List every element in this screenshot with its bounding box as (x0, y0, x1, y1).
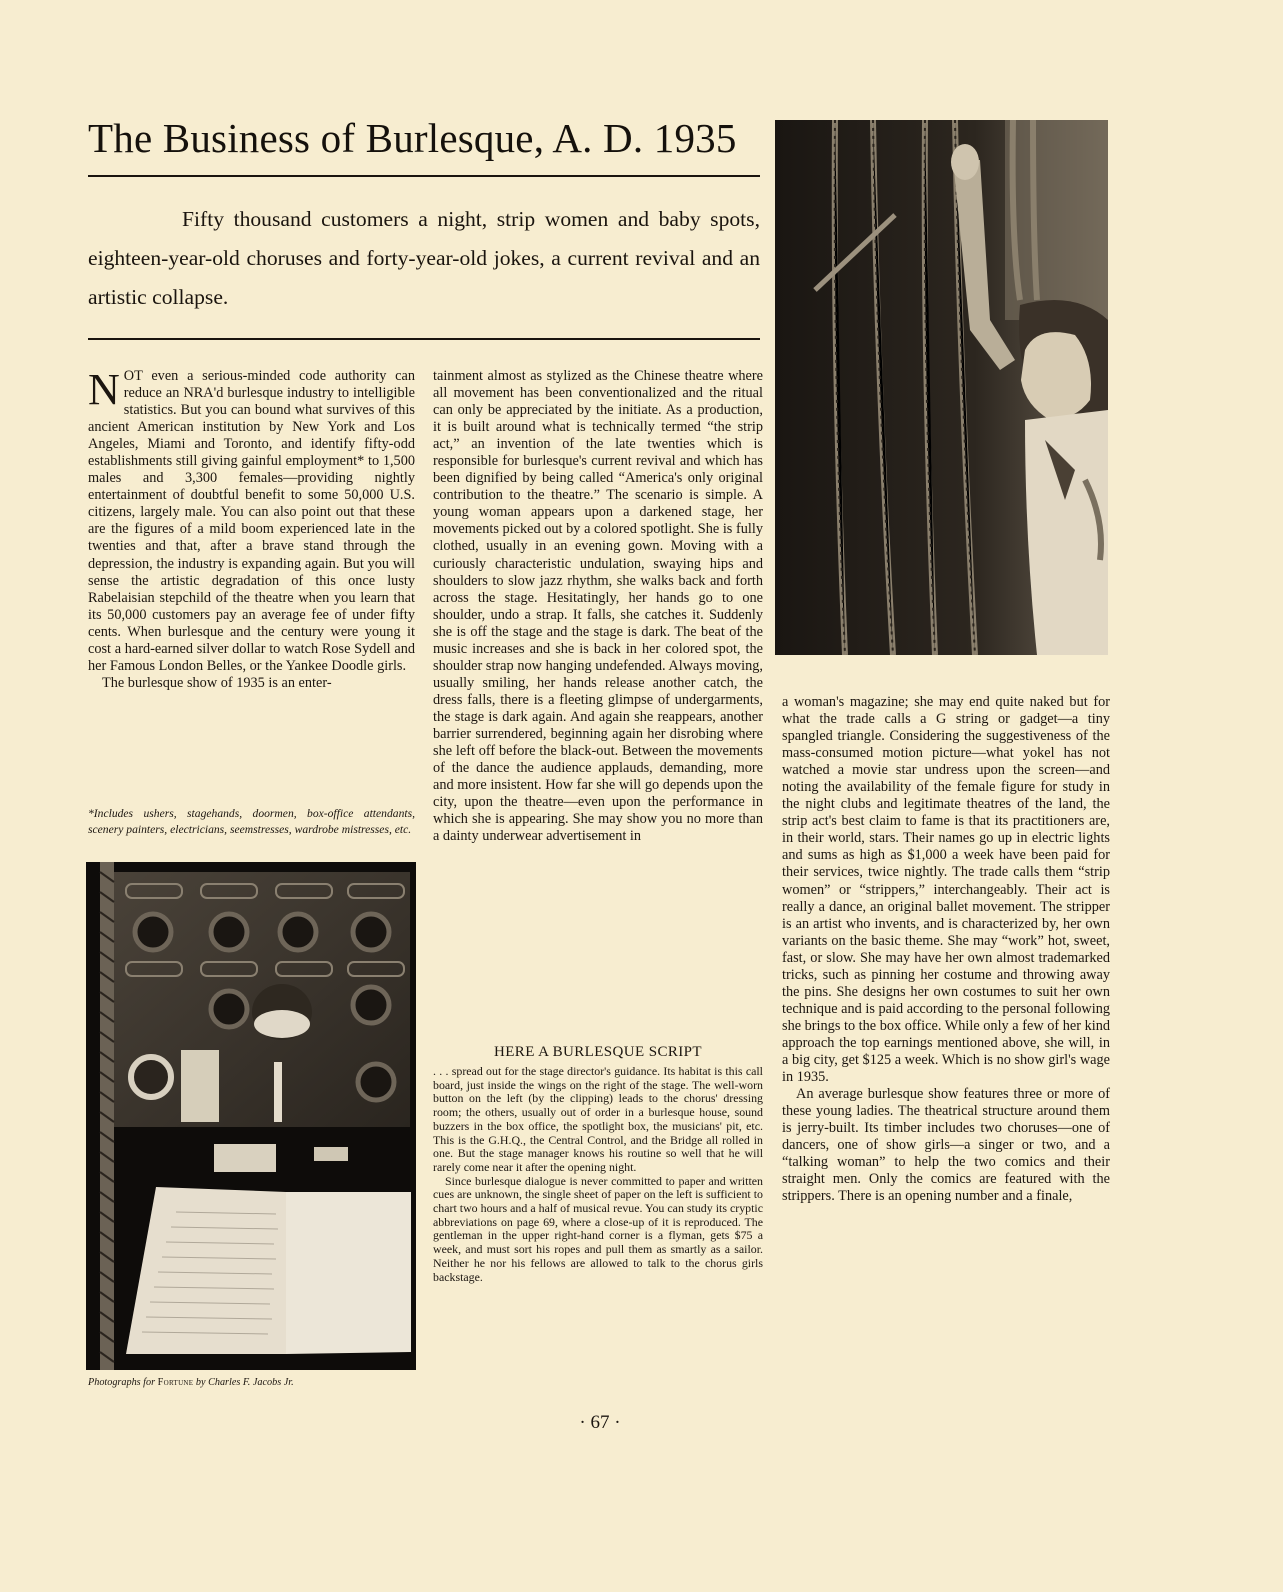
paragraph: a woman's magazine; she may end quite naked but for what the trade calls a G string or gadget—a tiny spangled triangle. Considering the suggestiveness of the mass-consumed motion picture—what yokel has not watched a movie star undress upon the screen—and noting the availability of the female figure for study in the night clubs and legitimate theatres of the land, the strip act's best claim to fame is that its practitioners are, in their world, stars. Their names go up in electric lights and sums as high as $1,000 a week have been paid for their services, twice nightly. The trade calls them “strip women” or “strippers,” interchangeably. Their act is really a dance, an original ballet movement. The stripper is an artist who invents, and is characterized by, her own variants on the basic theme. She may “work” hot, sweet, fast, or slow. She may have her own almost trademarked tricks, such as pinning her costume and throwing away the pins. She designs her own costumes to suit her own technique and is paid according to the personal following she brings to the box office. While only a few of her kind approach the top earnings mentioned above, she will, in a big city, get $125 a week. Which is no show girl's wage in 1935. (782, 694, 1110, 1086)
credit-prefix: Photographs for (88, 1377, 156, 1388)
deck-rule (88, 338, 760, 340)
paragraph (88, 365, 415, 675)
body-column-3 (782, 694, 1110, 1205)
article-deck: Fifty thousand customers a night, strip women and baby spots, eighteen-year-old choruses and forty-year-old jokes, a current revival and an artistic collapse. (88, 207, 760, 309)
paragraph: tainment almost as stylized as the Chinese theatre where all movement has been conventionalized and the ritual can only be appreciated by the initiate. As a production, it is built around what is technically termed “the strip act,” an invention of the late twenties which is responsible for burlesque's current revival and which has been dignified by being called “America's only original contribution to the theatre.” The scenario is simple. A young woman appears upon a darkened stage, her movements picked out by a colored spotlight. She is fully clothed, usually in an evening gown. Moving with a curiously characteristic undulation, swaying hips and shoulders to slow jazz rhythm, she walks back and forth across the stage. Hesitatingly, her hands go to one shoulder, undo a strap. It falls, she catches it. Suddenly she is off the stage and the stage is dark. The beat of the music increases and she is back in her colored spot, the shoulder strap now hanging undefended. Always moving, usually smiling, her hands release another catch, the dress falls, there is a fleeting glimpse of undergarments, the stage is dark again. And again she reappears, another barrier surrendered, beginning again her disrobing where she left off before the black-out. Between the movements of the dance the audience applauds, demanding, more and more insistent. How far she will go depends upon the city, upon the theatre—even upon the performance in which she is appearing. She may show you no more than a dainty underwear advertisement in (433, 368, 763, 845)
caption-paragraph: . . . spread out for the stage director's guidance. Its habitat is this call board, just inside the wings on the right of the stage. The well-worn button on the left (by the clipping) leads to the chorus' dressing room; the others, usually out of order in a burlesque house, sound buzzers in the box office, the spotlight box, the musicians' pit, etc. This is the G.H.Q., the Central Control, and the Bridge all rolled in one. But the stage manager knows his routine so well that he will rarely come near it after the opening night. (433, 1064, 763, 1174)
caption-heading: HERE A BURLESQUE SCRIPT (494, 1044, 702, 1060)
paragraph: An average burlesque show features three or more of these young ladies. The theatrical structure around them is jerry-built. Its timber includes two choruses—one of dancers, one of show girls—a singer or two, and a “talking woman” to help the two comics and their straight men. Only the comics are featured with the strippers. There is an opening number and a finale, (782, 1086, 1110, 1205)
photo-credit (88, 1377, 428, 1388)
page-number: · 67 · (579, 1412, 621, 1433)
paragraph-text: OT even a serious-minded code authority can reduce an NRA'd burlesque industry to intelligible statistics. But you can bound what survives of this ancient American institution by New York and Los Angeles, Miami and Toronto, and identify fifty-odd establishments still giving gainful employment* to 1,500 males and 3,300 females—providing nightly entertainment of doubtful benefit to some 50,000 U.S. citizens, largely male. You can also point out that these are the figures of a mild boom experienced late in the twenties and that, after a brave stand through the depression, the industry is expanding again. But you will sense the artistic degradation of this once lusty Rabelaisian stepchild of the theatre when you learn that its 50,000 customers pay an average fee of under fifty cents. When burlesque and the century were young it cost a hard-earned silver dollar to watch Rose Sydell and her Famous London Belles, or the Yankee Doodle girls. (88, 368, 415, 674)
flyman-photo (775, 120, 1108, 655)
photo-caption (433, 1065, 763, 1284)
caption-paragraph: Since burlesque dialogue is never committed to paper and written cues are unknown, the single sheet of paper on the left is sufficient to chart two hours and a half of musical revue. You can study its cryptic abbreviations on page 69, where a close-up of it is reproduced. The gentleman in the upper right-hand corner is a flyman, gets $75 a week, and must sort his ropes and pull them as smartly as a sailor. Neither he nor his fellows are allowed to talk to the chorus girls backstage. (433, 1173, 763, 1284)
flyman-photo-illustration (775, 120, 1108, 655)
footnote: *Includes ushers, stagehands, doormen, box-office attendants, scenery painters, electricians, seemstresses, wardrobe mistresses, etc. (88, 807, 415, 836)
article-title: The Business of Burlesque, A. D. 1935 (88, 115, 737, 161)
callboard-photo-illustration (86, 862, 416, 1370)
title-rule (88, 175, 760, 177)
paragraph: The burlesque show of 1935 is an enter- (102, 674, 332, 691)
body-column-1 (88, 365, 415, 692)
credit-photographer: by Charles F. Jacobs Jr. (195, 1377, 294, 1388)
drop-cap: N (88, 365, 120, 414)
body-column-2 (433, 368, 763, 845)
credit-magazine: Fortune (157, 1377, 194, 1388)
callboard-photo (86, 862, 416, 1370)
